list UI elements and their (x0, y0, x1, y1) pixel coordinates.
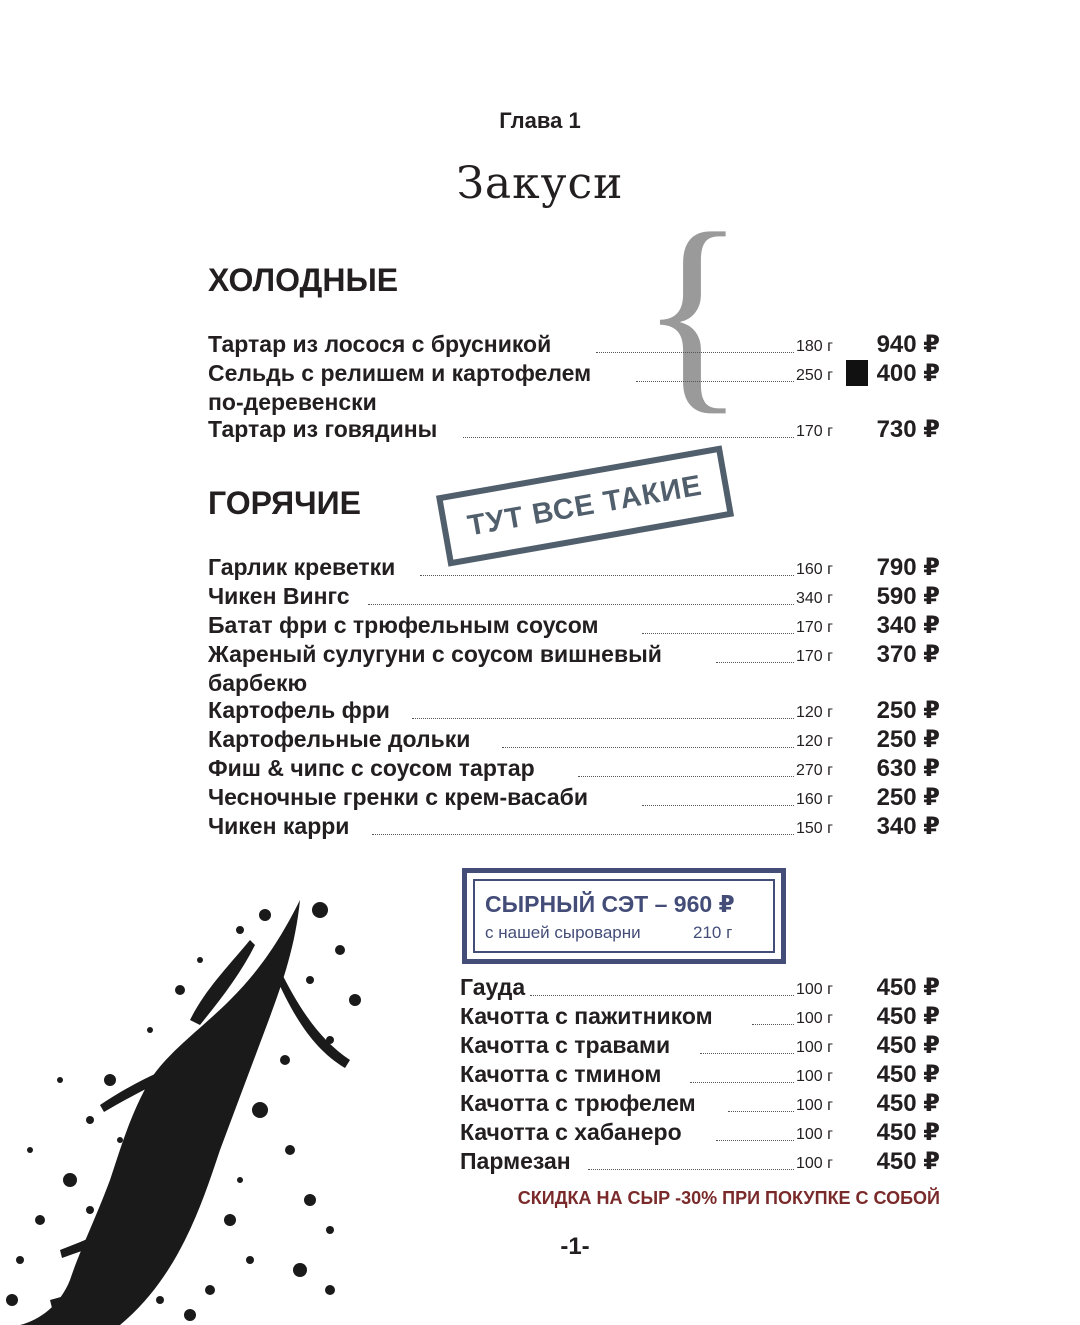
item-weight: 170 г (796, 619, 833, 636)
menu-item (208, 812, 940, 841)
dot-leader (700, 1053, 794, 1054)
dot-leader (420, 575, 794, 576)
item-weight: 150 г (796, 820, 833, 837)
menu-item (208, 696, 940, 725)
item-price: 250 ₽ (876, 697, 940, 724)
item-name: Качотта с травами (460, 1032, 671, 1058)
menu-item (208, 582, 940, 611)
item-weight: 100 г (796, 1155, 833, 1172)
item-price: 630 ₽ (876, 755, 940, 782)
item-weight: 340 г (796, 590, 833, 607)
item-weight: 100 г (796, 1126, 833, 1143)
item-weight: 180 г (796, 338, 833, 355)
menu-item (208, 359, 940, 388)
dot-leader (716, 662, 794, 663)
cheese-discount-note: СКИДКА НА СЫР -30% ПРИ ПОКУПКЕ С СОБОЙ (517, 1188, 940, 1208)
item-name: Качотта с тмином (460, 1061, 662, 1087)
item-name: Качотта с хабанеро (460, 1119, 682, 1145)
item-name: Гарлик креветки (208, 554, 396, 580)
item-weight: 100 г (796, 981, 833, 998)
item-price: 450 ₽ (876, 1148, 940, 1175)
item-price: 450 ₽ (876, 1061, 940, 1088)
page-number: -1- (560, 1233, 590, 1260)
menu-item (460, 973, 940, 1002)
dot-leader (463, 437, 794, 438)
item-weight: 160 г (796, 561, 833, 578)
menu-item (208, 611, 940, 640)
stamp-text: ТУТ ВСЕ ТАКИЕ (465, 469, 705, 542)
item-price: 790 ₽ (876, 554, 940, 581)
stamp-tut-vse-takie (436, 445, 734, 566)
dot-leader (690, 1082, 794, 1083)
cheese-set-stamp (462, 868, 786, 964)
item-price: 340 ₽ (876, 813, 940, 840)
menu-item (208, 725, 940, 754)
menu-item (208, 553, 940, 582)
cheese-set-subtitle: с нашей сыроварни (485, 923, 641, 942)
dot-leader (588, 1169, 794, 1170)
dot-leader (642, 805, 794, 806)
item-price: 250 ₽ (876, 726, 940, 753)
item-weight: 100 г (796, 1097, 833, 1114)
item-price: 450 ₽ (876, 1032, 940, 1059)
dot-leader (530, 995, 794, 996)
dot-leader (636, 381, 794, 382)
item-name: Чесночные гренки с крем-васаби (208, 784, 588, 810)
item-price: 340 ₽ (876, 612, 940, 639)
item-name: Жареный сулугуни с соусом вишневый (208, 641, 662, 667)
item-name: Качотта с трюфелем (460, 1090, 696, 1116)
item-name: Гауда (460, 974, 526, 1000)
dot-leader (596, 352, 794, 353)
dot-leader (412, 718, 794, 719)
item-name-continued: по-деревенски (208, 389, 377, 415)
item-weight: 120 г (796, 733, 833, 750)
item-weight: 170 г (796, 648, 833, 665)
dot-leader (716, 1140, 794, 1141)
item-name: Тартар из лосося с брусникой (208, 331, 552, 357)
menu-item (208, 415, 940, 444)
item-name: Качотта с пажитником (460, 1003, 713, 1029)
item-price: 450 ₽ (876, 1003, 940, 1030)
item-price: 370 ₽ (876, 641, 940, 668)
item-price: 730 ₽ (876, 416, 940, 443)
item-name: Картофельные дольки (208, 726, 471, 752)
item-name: Картофель фри (208, 697, 390, 723)
item-weight: 170 г (796, 423, 833, 440)
cheese-set-weight: 210 г (693, 923, 733, 942)
section-heading-hot: ГОРЯЧИЕ (208, 485, 361, 521)
item-weight: 100 г (796, 1039, 833, 1056)
item-price: 250 ₽ (876, 784, 940, 811)
dot-leader (752, 1024, 794, 1025)
item-name: Чикен Вингс (208, 583, 350, 609)
dot-leader (372, 834, 794, 835)
menu-item (208, 754, 940, 783)
item-price: 400 ₽ (876, 360, 940, 387)
item-price: 940 ₽ (876, 331, 940, 358)
item-name: Чикен карри (208, 813, 350, 839)
decorative-brace: { (640, 188, 746, 432)
item-weight: 270 г (796, 762, 833, 779)
menu-item (208, 330, 940, 359)
menu-item (460, 1147, 940, 1176)
item-name: Тартар из говядины (208, 416, 438, 442)
menu-item (208, 783, 940, 812)
dot-leader (728, 1111, 794, 1112)
item-weight: 120 г (796, 704, 833, 721)
item-name: Сельдь с релишем и картофелем (208, 360, 592, 386)
item-name: Пармезан (460, 1148, 571, 1174)
cheese-set-title: СЫРНЫЙ СЭТ – 960 ₽ (485, 891, 735, 917)
menu-item (460, 1031, 940, 1060)
item-weight: 100 г (796, 1010, 833, 1027)
dot-leader (642, 633, 794, 634)
page-title: Закуси (456, 158, 624, 209)
item-price: 450 ₽ (876, 1119, 940, 1146)
dot-leader (578, 776, 794, 777)
item-price: 450 ₽ (876, 1090, 940, 1117)
item-price: 590 ₽ (876, 583, 940, 610)
section-heading-cold: ХОЛОДНЫЕ (208, 262, 399, 298)
menu-item (208, 640, 940, 669)
ink-splatter-illustration (0, 880, 380, 1325)
item-weight: 250 г (796, 367, 833, 384)
menu-item (460, 1002, 940, 1031)
menu-item (460, 1060, 940, 1089)
ink-blot (846, 360, 868, 386)
dot-leader (368, 604, 794, 605)
item-name: Батат фри с трюфельным соусом (208, 612, 599, 638)
item-weight: 100 г (796, 1068, 833, 1085)
chapter-label: Глава 1 (499, 108, 581, 133)
menu-item (460, 1089, 940, 1118)
item-price: 450 ₽ (876, 974, 940, 1001)
item-name-continued: барбекю (208, 670, 308, 696)
item-weight: 160 г (796, 791, 833, 808)
item-name: Фиш & чипс с соусом тартар (208, 755, 535, 781)
dot-leader (502, 747, 794, 748)
menu-item (460, 1118, 940, 1147)
